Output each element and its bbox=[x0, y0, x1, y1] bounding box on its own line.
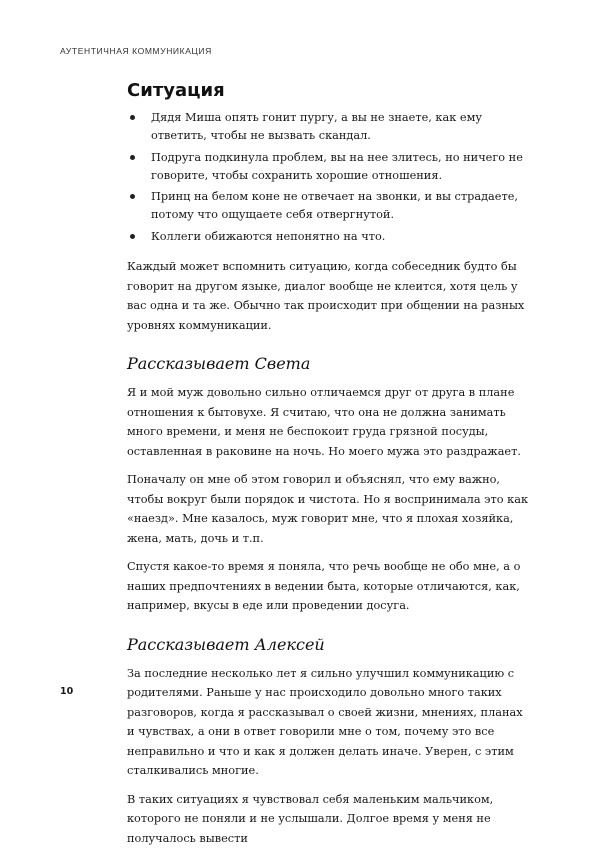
bullet-text: Дядя Миша опять гонит пургу, а вы не знаете, как ему ответить, чтобы не вызвать скандал. bbox=[151, 111, 483, 142]
sveta-paragraph: Спустя какое-то время я поняла, что речь вообще не обо мне, а о наших предпочтениях в ведении быта, которые отличаются, как, например, вкусы в еде или проведении досуга. bbox=[127, 560, 521, 612]
bullet-dot-icon bbox=[130, 115, 135, 120]
situation-bullet-list bbox=[127, 109, 529, 246]
bullet-item bbox=[151, 228, 529, 246]
situation-paragraph: Каждый может вспомнить ситуацию, когда собеседник будто бы говорит на другом языке, диалог вообще не клеится, хотя цель у вас одна и та же. Обычно так происходит при общении на разных уровнях коммуникации. bbox=[127, 260, 525, 332]
section-title-sveta: Рассказывает Света bbox=[127, 354, 311, 373]
bullet-dot-icon bbox=[130, 234, 135, 239]
bullet-text: Принц на белом коне не отвечает на звонки, и вы страдаете, потому что ощущаете себя отвергнутой. bbox=[151, 190, 518, 221]
bullet-item bbox=[151, 188, 529, 224]
bullet-dot-icon bbox=[130, 155, 135, 160]
aleksey-paragraph: В таких ситуациях я чувствовал себя маленьким мальчиком, которого не поняли и не услышали. Долгое время у меня не получалось вывести bbox=[127, 792, 494, 845]
sveta-paragraph: Я и мой муж довольно сильно отличаемся друг от друга в плане отношения к бытовухе. Я считаю, что она не должна занимать много времени, и меня не беспокоит груда грязной посуды, оставленная в раковине на ночь. Но моего мужа это раздражает. bbox=[127, 386, 521, 458]
bullet-item bbox=[151, 109, 529, 145]
running-header: АУТЕНТИЧНАЯ КОММУНИКАЦИЯ bbox=[60, 46, 212, 56]
section-title-aleksey: Рассказывает Алексей bbox=[127, 634, 325, 654]
bullet-item bbox=[151, 149, 529, 185]
bullet-text: Подруга подкинула проблем, вы на нее злитесь, но ничего не говорите, чтобы сохранить хорошие отношения. bbox=[151, 150, 523, 182]
bullet-dot-icon bbox=[130, 194, 135, 199]
bullet-text: Коллеги обижаются непонятно на что. bbox=[151, 229, 386, 243]
aleksey-paragraph: За последние несколько лет я сильно улучшил коммуникацию с родителями. Раньше у нас происходило довольно много таких разговоров, когда я рассказывал о своей жизни, мнениях, планах и чувствах, а они в ответ говорили мне о том, почему это все неправильно и что и как я должен делать иначе. Уверен, с этим сталкивались многие. bbox=[127, 666, 523, 777]
section-sveta bbox=[127, 354, 529, 616]
section-aleksey bbox=[127, 635, 529, 849]
page-content bbox=[127, 80, 529, 857]
sveta-paragraph: Поначалу он мне об этом говорил и объяснял, что ему важно, чтобы вокруг были порядок и чистота. Но я воспринимала это как «наезд». Мне казалось, муж говорит мне, что я плохая хозяйка, жена, мать, дочь и т.п. bbox=[127, 473, 529, 545]
page-number: 10 bbox=[60, 686, 74, 697]
section-title-situation: Ситуация bbox=[127, 80, 225, 101]
